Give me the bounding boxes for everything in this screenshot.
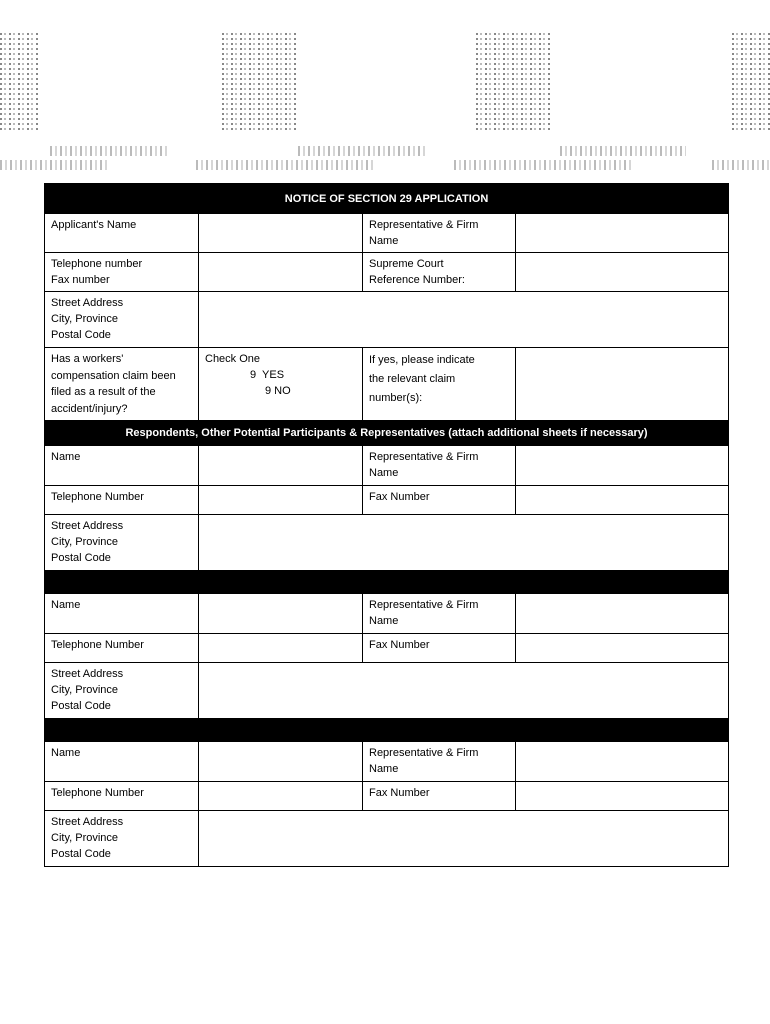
applicant-rep-label: Representative & Firm Name: [363, 214, 516, 253]
crest-image: [732, 30, 770, 133]
respondent-phone-field[interactable]: [199, 486, 363, 515]
crest-image: [0, 30, 40, 133]
respondent-fax-label: Fax Number: [363, 486, 516, 515]
respondent-name-label: Name: [45, 742, 199, 782]
respondent-fax-field[interactable]: [516, 486, 729, 515]
respondent-address-field[interactable]: [199, 811, 729, 867]
respondent-name-field[interactable]: [199, 446, 363, 486]
respondent-fax-field[interactable]: [516, 782, 729, 811]
respondent-fax-label: Fax Number: [363, 634, 516, 663]
respondent-address-label: Street Address City, Province Postal Code: [45, 663, 199, 719]
respondent-address-label: Street Address City, Province Postal Code: [45, 811, 199, 867]
separator-bar: [45, 571, 729, 594]
form-title: NOTICE OF SECTION 29 APPLICATION: [45, 184, 729, 214]
yes-checkbox[interactable]: 9 YES: [250, 369, 285, 381]
respondent-phone-field[interactable]: [199, 634, 363, 663]
applicant-phone-label: Telephone number Fax number: [45, 253, 199, 292]
respondent-rep-label: Representative & Firm Name: [363, 742, 516, 782]
applicant-phone-field[interactable]: [199, 253, 363, 292]
scanned-header: [0, 0, 770, 180]
respondent-name-label: Name: [45, 446, 199, 486]
respondent-name-field[interactable]: [199, 594, 363, 634]
respondent-rep-field[interactable]: [516, 742, 729, 782]
respondent-rep-field[interactable]: [516, 594, 729, 634]
check-one-label: Check One: [205, 353, 261, 365]
applicant-name-label: Applicant's Name: [45, 214, 199, 253]
separator-bar: [45, 719, 729, 742]
blurred-text: [298, 146, 428, 156]
respondent-address-field[interactable]: [199, 515, 729, 571]
respondent-rep-label: Representative & Firm Name: [363, 446, 516, 486]
crest-image: [222, 30, 296, 133]
respondent-phone-field[interactable]: [199, 782, 363, 811]
respondent-fax-label: Fax Number: [363, 782, 516, 811]
claim-question-label: Has a workers' compensation claim been filed as a result of the accident/injury?: [45, 348, 199, 421]
section-29-form: [44, 183, 729, 867]
court-reference-label: Supreme Court Reference Number:: [363, 253, 516, 292]
applicant-name-field[interactable]: [199, 214, 363, 253]
respondent-name-field[interactable]: [199, 742, 363, 782]
respondent-address-label: Street Address City, Province Postal Code: [45, 515, 199, 571]
applicant-address-label: Street Address City, Province Postal Code: [45, 292, 199, 348]
blurred-text: [454, 160, 634, 170]
respondent-rep-field[interactable]: [516, 446, 729, 486]
blurred-text: [0, 160, 110, 170]
blurred-text: [560, 146, 686, 156]
respondent-phone-label: Telephone Number: [45, 486, 199, 515]
crest-image: [476, 30, 550, 133]
no-checkbox[interactable]: 9 NO: [265, 385, 291, 397]
respondent-phone-label: Telephone Number: [45, 782, 199, 811]
blurred-text: [50, 146, 170, 156]
claim-number-field[interactable]: [516, 348, 729, 421]
respondent-rep-label: Representative & Firm Name: [363, 594, 516, 634]
claim-check-group: [199, 348, 363, 421]
claim-number-label: If yes, please indicate the relevant claim number(s):: [363, 348, 516, 421]
respondent-phone-label: Telephone Number: [45, 634, 199, 663]
respondent-name-label: Name: [45, 594, 199, 634]
respondent-fax-field[interactable]: [516, 634, 729, 663]
applicant-rep-field[interactable]: [516, 214, 729, 253]
court-reference-field[interactable]: [516, 253, 729, 292]
respondent-address-field[interactable]: [199, 663, 729, 719]
respondents-heading: Respondents, Other Potential Participants & Representatives (attach additional sheets if necessary): [45, 421, 729, 446]
applicant-address-field[interactable]: [199, 292, 729, 348]
blurred-text: [712, 160, 770, 170]
blurred-text: [196, 160, 376, 170]
